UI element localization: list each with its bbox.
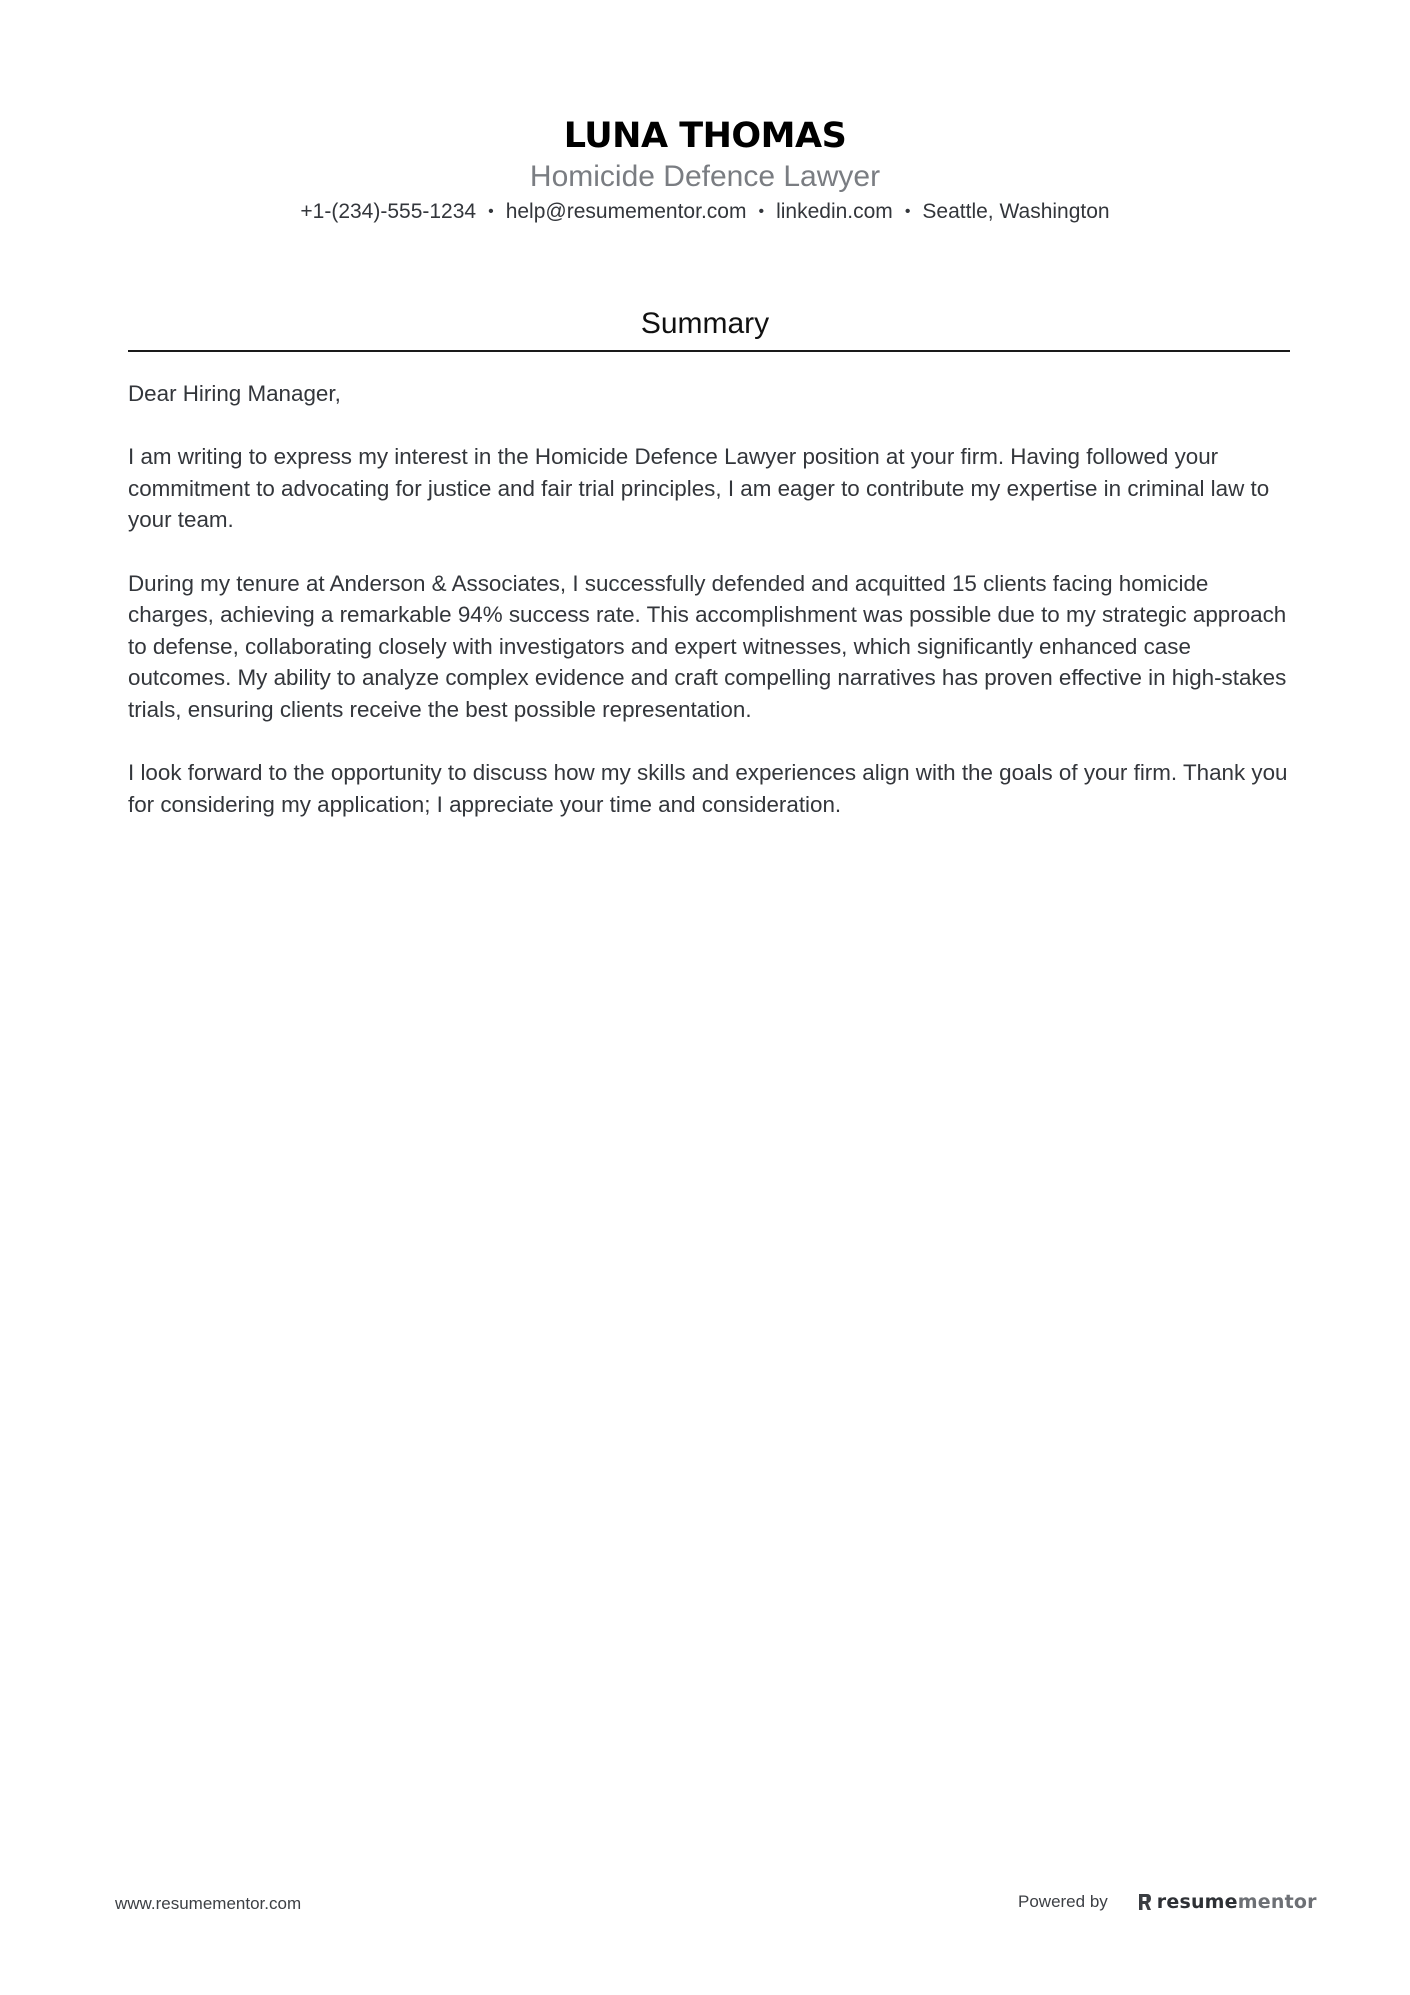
letter-body bbox=[128, 378, 1293, 852]
footer-website[interactable]: www.resumementor.com bbox=[115, 1894, 302, 1913]
separator-dot: • bbox=[758, 203, 765, 220]
contact-phone: +1-(234)-555-1234 bbox=[300, 200, 477, 223]
contact-line bbox=[0, 198, 1410, 226]
body-paragraph: During my tenure at Anderson & Associates, I successfully defended and acquitted 15 clients facing homicide charges, achieving a remarkable 94% success rate. This accomplishment was possible due to my strategic approach to defense, collaborating closely with investigators and expert witnesses, which significantly enhanced case outcomes. My ability to analyze complex evidence and craft compelling narratives has proven effective in high-stakes trials, ensuring clients receive the best possible representation. bbox=[128, 570, 1287, 722]
contact-linkedin[interactable]: linkedin.com bbox=[776, 200, 893, 223]
section-heading-summary: Summary bbox=[640, 307, 770, 340]
separator-dot: • bbox=[904, 203, 911, 220]
contact-location: Seattle, Washington bbox=[922, 200, 1110, 223]
body-paragraph: I am writing to express my interest in the Homicide Defence Lawyer position at your firm. Having followed your commitment to advocating for justice and fair trial principles, I am eager to contribute my expertise in criminal law to your team. bbox=[128, 444, 1270, 533]
logo-text-resume: resume bbox=[1156, 1891, 1238, 1913]
letter-header bbox=[0, 112, 1410, 226]
salutation: Dear Hiring Manager, bbox=[128, 381, 341, 406]
separator-dot: • bbox=[488, 203, 494, 220]
section-divider bbox=[128, 350, 1290, 352]
closing-paragraph: I look forward to the opportunity to discuss how my skills and experiences align with the goals of your firm. Thank you for considering my application; I appreciate your time and consideration. bbox=[128, 760, 1288, 817]
powered-by-label: Powered by bbox=[1018, 1892, 1108, 1911]
logo-text-mentor: mentor bbox=[1237, 1891, 1317, 1913]
footer-branding bbox=[1018, 1888, 1317, 1916]
resumementor-logo[interactable] bbox=[1138, 1891, 1317, 1913]
candidate-name: LUNA THOMAS bbox=[563, 116, 847, 156]
job-title: Homicide Defence Lawyer bbox=[529, 160, 881, 193]
resumementor-logo-icon bbox=[1138, 1892, 1152, 1912]
contact-email[interactable]: help@resumementor.com bbox=[505, 200, 747, 223]
